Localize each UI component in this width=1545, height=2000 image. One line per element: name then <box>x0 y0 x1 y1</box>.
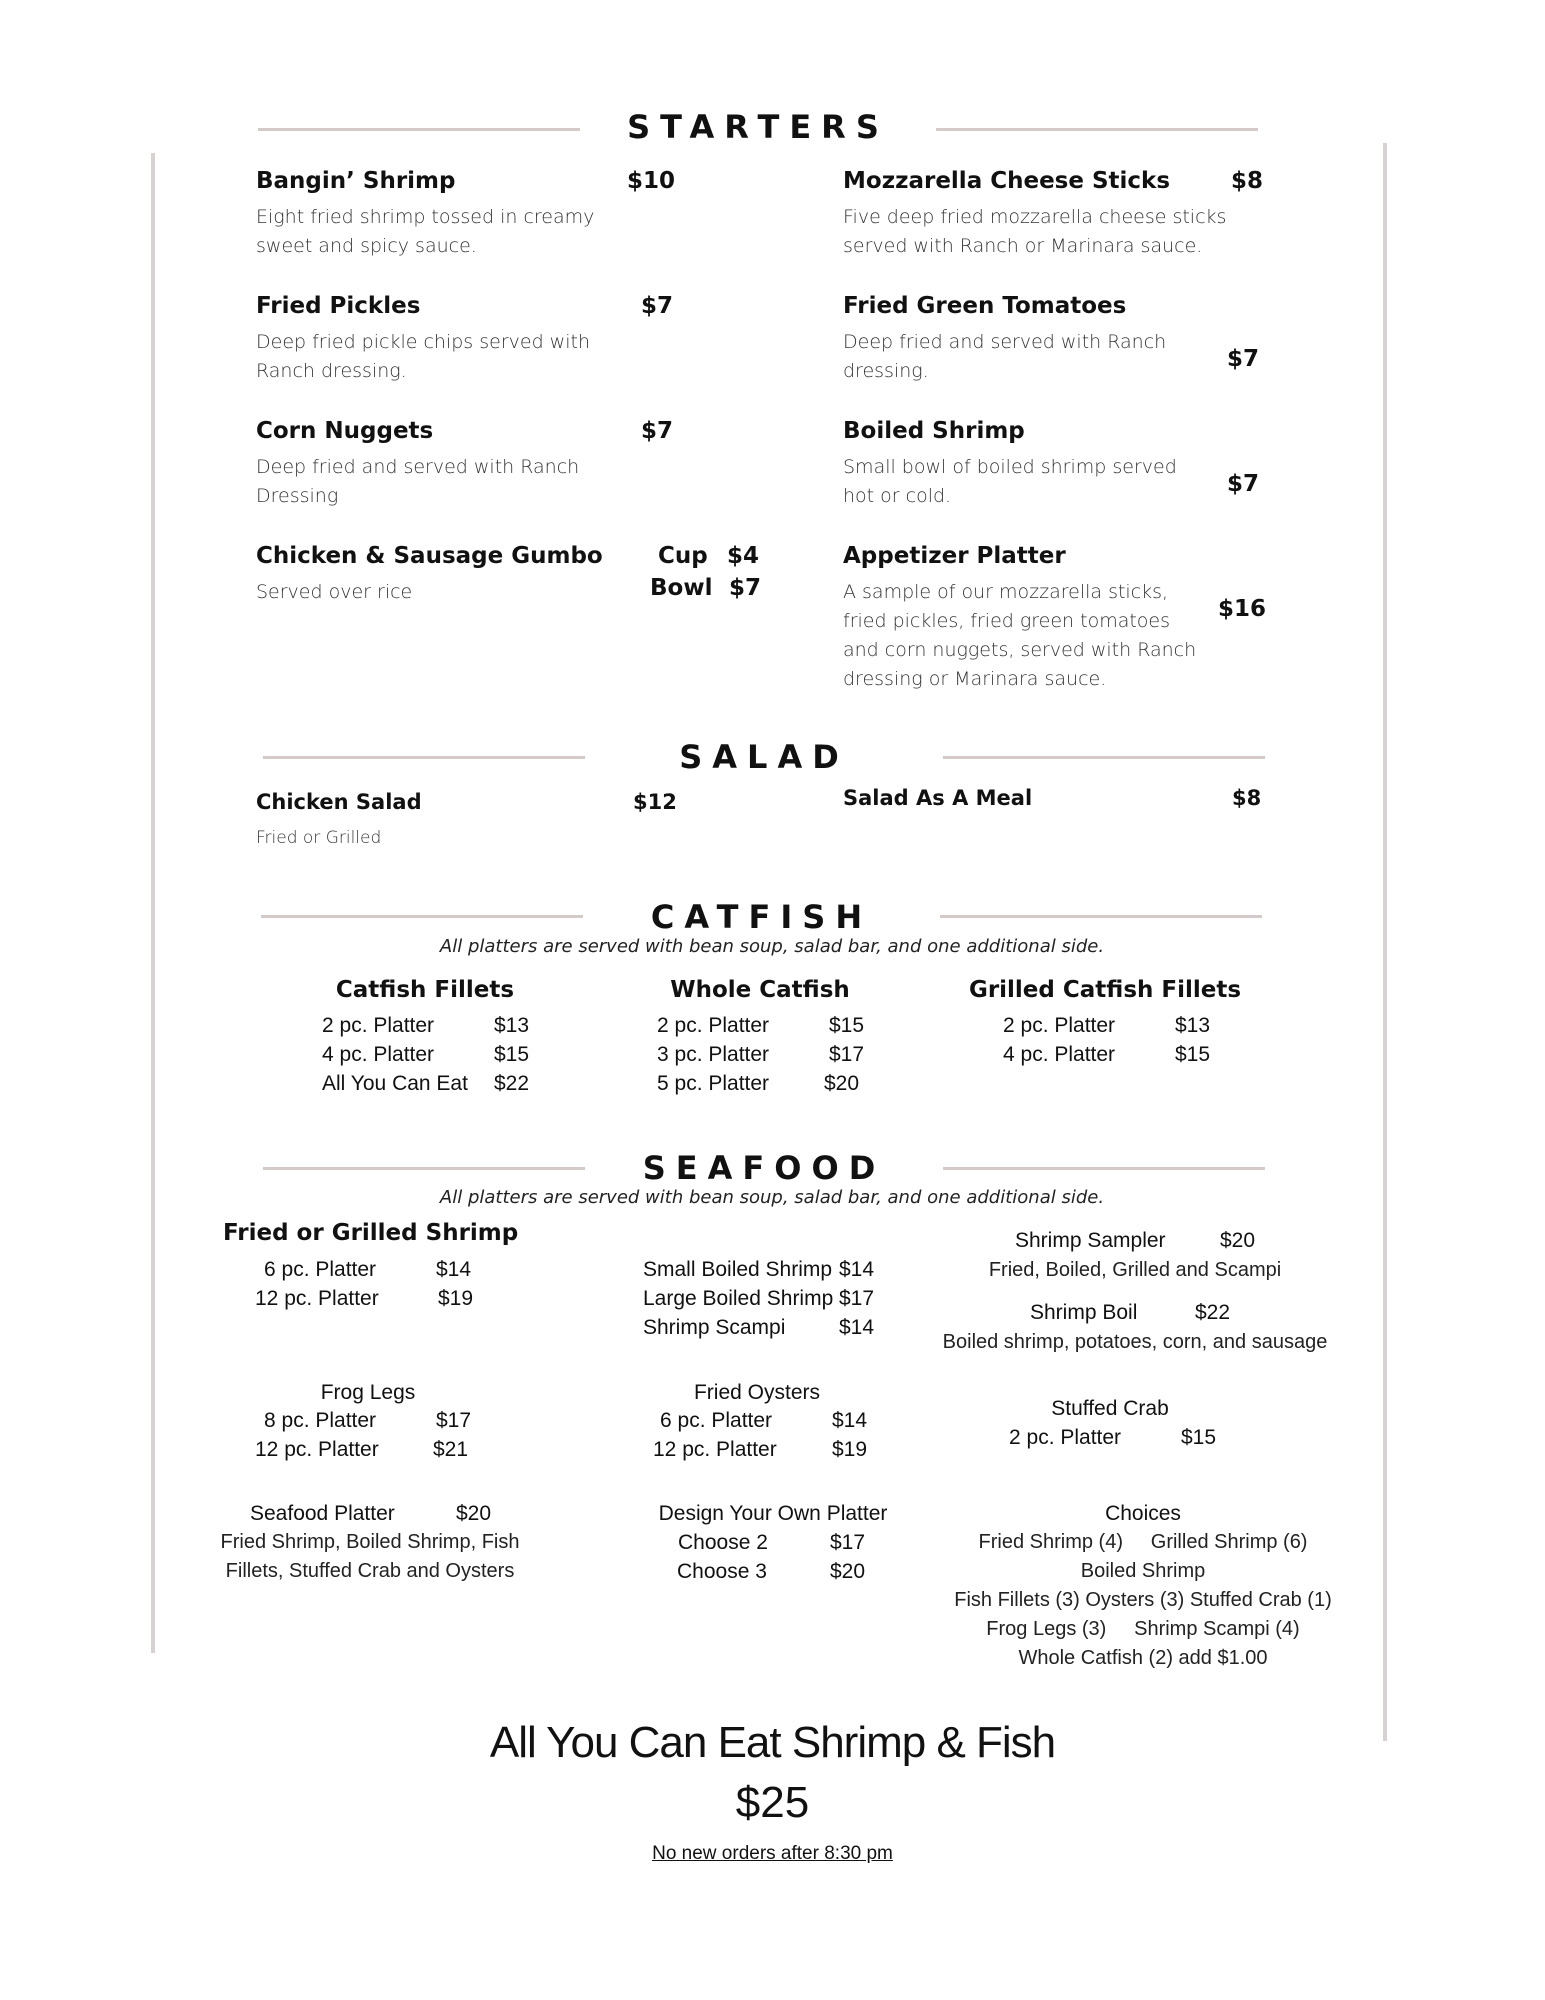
row-label: 3 pc. Platter <box>657 1043 770 1066</box>
item-name: Salad As A Meal <box>843 786 1033 810</box>
all-you-can-eat-price: $25 <box>735 1778 810 1827</box>
left-border-line <box>151 153 155 1653</box>
row-label: Large Boiled Shrimp <box>643 1287 834 1310</box>
choices-line: Frog Legs (3) Shrimp Scampi (4) <box>986 1618 1300 1640</box>
salad-rule-left <box>263 756 585 759</box>
item-description: A sample of our mozzarella sticks, fried pickles, fried green tomatoes and corn nuggets, served with Ranch dressing or Marinara sauce. <box>843 581 1197 690</box>
item-price: $12 <box>633 790 677 814</box>
catfish-group-name: Whole Catfish <box>670 977 850 1003</box>
item-price: $7 <box>641 293 674 319</box>
bowl-price: $7 <box>729 575 762 601</box>
item-price: $7 <box>641 418 674 444</box>
row-label: 5 pc. Platter <box>657 1072 770 1095</box>
stuffed-crab-name: Stuffed Crab <box>1051 1397 1169 1420</box>
row-label: 2 pc. Platter <box>657 1014 770 1037</box>
item-name: Fried Green Tomatoes <box>843 293 1127 319</box>
platter-price: $20 <box>456 1502 492 1525</box>
row-price: $15 <box>1175 1043 1211 1066</box>
sampler-price: $20 <box>1220 1229 1256 1252</box>
choices-line: Fish Fillets (3) Oysters (3) Stuffed Crab (1) <box>954 1589 1332 1611</box>
item-description: Deep fried pickle chips served with Ranch dressing. <box>256 331 590 382</box>
all-you-can-eat-note: No new orders after 8:30 pm <box>652 1843 893 1864</box>
row-label: Choose 2 <box>678 1531 768 1554</box>
row-label: 2 pc. Platter <box>1003 1014 1116 1037</box>
item-price: $8 <box>1232 786 1262 810</box>
row-label: 12 pc. Platter <box>653 1438 777 1461</box>
item-name: Appetizer Platter <box>843 543 1066 569</box>
row-label: All You Can Eat <box>322 1072 468 1095</box>
catfish-group-name: Grilled Catfish Fillets <box>968 977 1242 1003</box>
item-price: $7 <box>1227 471 1260 497</box>
choices-line: Whole Catfish (2) add $1.00 <box>1018 1647 1268 1669</box>
row-label: 6 pc. Platter <box>660 1409 773 1432</box>
row-label: 2 pc. Platter <box>322 1014 435 1037</box>
row-price: $15 <box>1181 1426 1217 1449</box>
item-description: Five deep fried mozzarella cheese sticks served with Ranch or Marinara sauce. <box>843 206 1227 257</box>
row-label: Choose 3 <box>677 1560 767 1583</box>
item-description: Served over rice <box>256 581 413 603</box>
item-price: $16 <box>1218 596 1267 622</box>
row-label: 4 pc. Platter <box>1003 1043 1116 1066</box>
fried-oysters-name: Fried Oysters <box>693 1381 821 1404</box>
all-you-can-eat-title: All You Can Eat Shrimp & Fish <box>489 1718 1056 1767</box>
salad-rule-right <box>943 756 1265 759</box>
row-price: $14 <box>436 1258 472 1281</box>
row-price: $17 <box>829 1043 865 1066</box>
seafood-rule-left <box>263 1167 585 1170</box>
catfish-group-name: Catfish Fillets <box>335 977 515 1003</box>
seafood-rule-right <box>943 1167 1265 1170</box>
right-border-line <box>1383 143 1387 1741</box>
row-price: $19 <box>438 1287 474 1310</box>
starters-title: STARTERS <box>627 108 889 146</box>
choices-title: Choices <box>1105 1502 1181 1525</box>
design-own-name: Design Your Own Platter <box>658 1502 888 1525</box>
boil-name: Shrimp Boil <box>1030 1301 1138 1324</box>
item-name: Bangin’ Shrimp <box>256 168 456 194</box>
seafood-title: SEAFOOD <box>642 1149 886 1187</box>
row-price: $19 <box>832 1438 868 1461</box>
platter-name: Seafood Platter <box>250 1502 395 1525</box>
row-price: $14 <box>832 1409 868 1432</box>
row-price: $14 <box>839 1316 875 1339</box>
item-description: Deep fried and served with Ranch dressing. <box>843 331 1167 382</box>
row-label: 12 pc. Platter <box>255 1287 379 1310</box>
item-name: Corn Nuggets <box>256 418 434 444</box>
row-label: 8 pc. Platter <box>264 1409 377 1432</box>
sampler-description: Fried, Boiled, Grilled and Scampi <box>988 1259 1282 1281</box>
frog-legs-name: Frog Legs <box>320 1381 416 1404</box>
seafood-note: All platters are served with bean soup, salad bar, and one additional side. <box>439 1187 1105 1208</box>
bowl-label: Bowl <box>650 575 713 601</box>
row-price: $13 <box>1175 1014 1211 1037</box>
item-description: Eight fried shrimp tossed in creamy sweet and spicy sauce. <box>256 206 595 257</box>
item-name: Chicken Salad <box>256 790 422 814</box>
item-name: Mozzarella Cheese Sticks <box>843 168 1171 194</box>
cup-price: $4 <box>727 543 760 569</box>
cup-label: Cup <box>658 543 708 569</box>
row-label: 2 pc. Platter <box>1009 1426 1122 1449</box>
item-description: Deep fried and served with Ranch Dressing <box>256 456 580 507</box>
item-name: Chicken & Sausage Gumbo <box>256 543 603 569</box>
item-name: Boiled Shrimp <box>843 418 1025 444</box>
row-price: $21 <box>433 1438 469 1461</box>
row-label: 4 pc. Platter <box>322 1043 435 1066</box>
row-price: $13 <box>494 1014 530 1037</box>
row-label: Small Boiled Shrimp <box>643 1258 833 1281</box>
row-label: 6 pc. Platter <box>264 1258 377 1281</box>
row-price: $14 <box>839 1258 875 1281</box>
fried-grilled-shrimp-name: Fried or Grilled Shrimp <box>223 1220 519 1246</box>
item-description: Fried or Grilled <box>256 828 382 848</box>
item-price: $7 <box>1227 346 1260 372</box>
catfish-note: All platters are served with bean soup, salad bar, and one additional side. <box>439 936 1105 957</box>
starters-rule-right <box>936 128 1258 131</box>
row-price: $22 <box>494 1072 530 1095</box>
item-description: Small bowl of boiled shrimp served hot or cold. <box>843 456 1177 507</box>
item-price: $10 <box>627 168 676 194</box>
item-name: Fried Pickles <box>256 293 421 319</box>
catfish-title: CATFISH <box>650 898 873 936</box>
row-price: $17 <box>830 1531 866 1554</box>
salad-title: SALAD <box>679 738 849 776</box>
choices-line: Boiled Shrimp <box>1080 1560 1206 1582</box>
row-price: $17 <box>436 1409 472 1432</box>
row-label: 12 pc. Platter <box>255 1438 379 1461</box>
starters-rule-left <box>258 128 580 131</box>
boil-description: Boiled shrimp, potatoes, corn, and sausage <box>942 1331 1328 1353</box>
item-price: $8 <box>1231 168 1264 194</box>
boil-price: $22 <box>1195 1301 1231 1324</box>
catfish-rule-right <box>940 915 1262 918</box>
catfish-rule-left <box>261 915 583 918</box>
row-price: $20 <box>824 1072 860 1095</box>
platter-description-line1: Fried Shrimp, Boiled Shrimp, Fish <box>220 1531 520 1553</box>
choices-line: Fried Shrimp (4) Grilled Shrimp (6) <box>978 1531 1308 1553</box>
sampler-name: Shrimp Sampler <box>1015 1229 1166 1252</box>
row-label: Shrimp Scampi <box>643 1316 786 1339</box>
row-price: $20 <box>830 1560 866 1583</box>
row-price: $17 <box>839 1287 875 1310</box>
platter-description-line2: Fillets, Stuffed Crab and Oysters <box>225 1560 515 1582</box>
row-price: $15 <box>494 1043 530 1066</box>
row-price: $15 <box>829 1014 865 1037</box>
